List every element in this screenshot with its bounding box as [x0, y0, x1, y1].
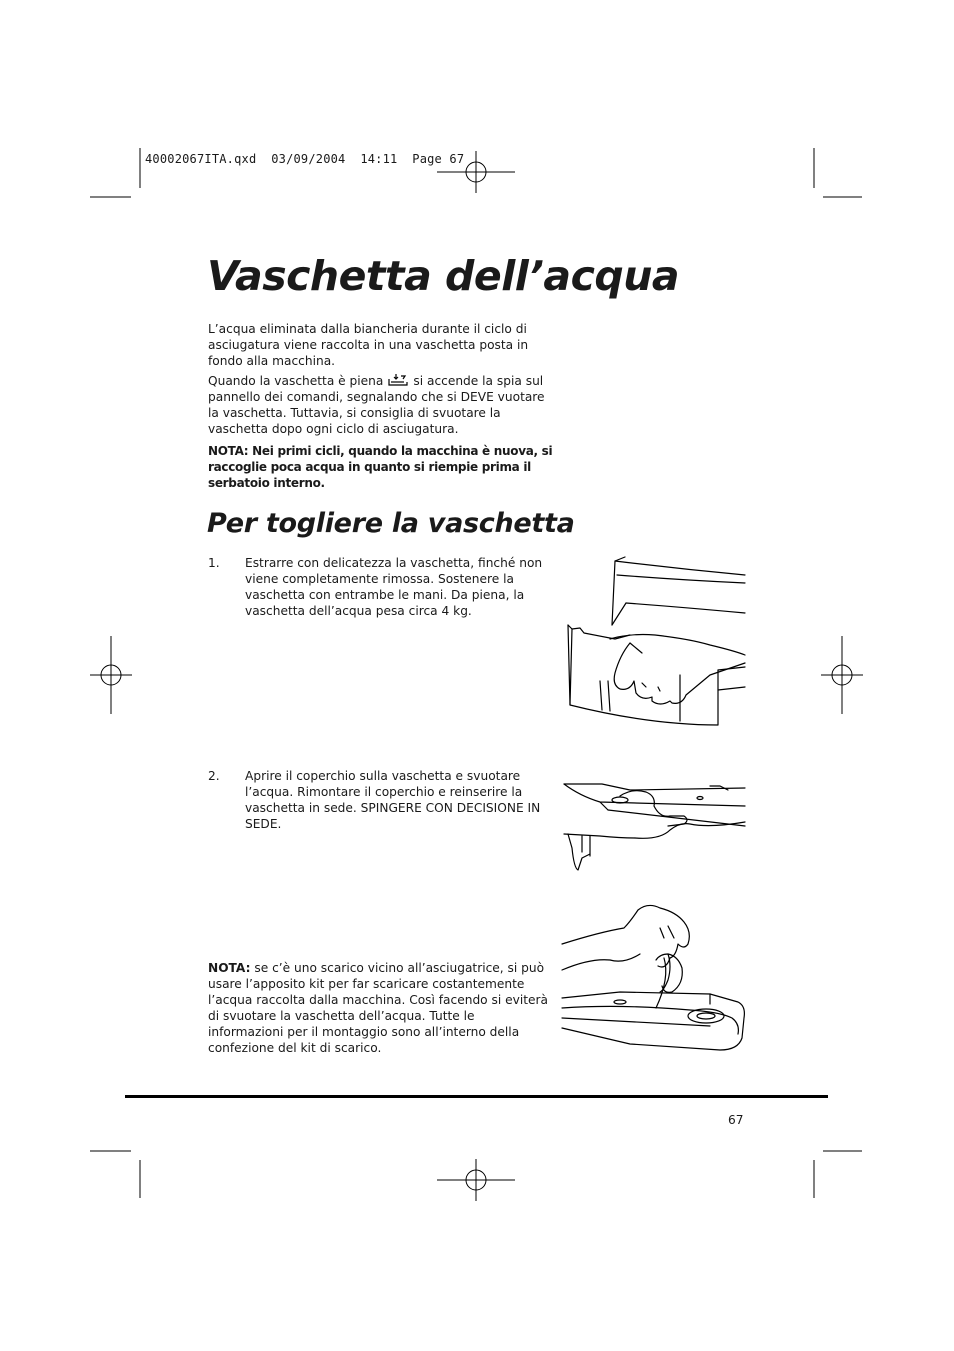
registration-mark-top [437, 133, 517, 213]
registration-mark-left [72, 636, 152, 716]
note-drain-kit [208, 960, 553, 1056]
p2-emphasis: DEVE [460, 390, 494, 404]
note-drain-label: NOTA: [208, 961, 251, 975]
intro-paragraph-2 [208, 373, 553, 437]
step-2-number: 2. [208, 769, 220, 783]
p2-end: vuotare la vaschetta. Tuttavia, si consiglia di svuotare la vaschetta dopo ogni ciclo di asciugatura. [208, 390, 545, 436]
section-title: Per togliere la vaschetta [207, 508, 575, 539]
print-slug: 40002067ITA.qxd 03/09/2004 14:11 Page 67 [145, 152, 465, 166]
step-1-number: 1. [208, 556, 220, 570]
registration-mark-bottom [437, 1141, 517, 1221]
p2-before-icon: Quando la vaschetta è piena [208, 374, 384, 388]
registration-mark-right [803, 636, 883, 716]
step-1-text: Estrarre con delicatezza la vaschetta, finché non viene completamente rimossa. Sostenere la vaschetta con entrambe le mani. Da piena, la vaschetta dell’acqua pesa circa 4 kg. [245, 556, 543, 618]
note-new-machine: NOTA: Nei primi cicli, quando la macchina è nuova, si raccoglie poca acqua in quanto si riempie prima il serbatoio interno. [208, 444, 553, 490]
intro-paragraph-1: L’acqua eliminata dalla biancheria durante il ciclo di asciugatura viene raccolta in una vaschetta posta in fondo alla macchina. [208, 322, 529, 368]
p2-after-icon: si accende la spia sul pannello dei comandi, segnalando che si [208, 374, 544, 404]
illustration-remove-tank [560, 555, 750, 735]
note-drain-text: se c’è uno scarico vicino all’asciugatrice, si può usare l’apposito kit per far scaricare costantemente l’acqua raccolta dalla macchina. Così facendo si eviterà di svuotare la vaschetta dell’acqua. Tutte le informazioni per il montaggio sono all’interno della confezione del kit di scarico. [208, 961, 548, 1055]
page-number: 67 [728, 1113, 744, 1127]
illustration-drain-kit [560, 898, 750, 1073]
footer-rule [125, 1095, 828, 1098]
illustration-empty-tank [560, 778, 750, 878]
page-title: Vaschetta dell’acqua [207, 252, 680, 300]
step-2-text: Aprire il coperchio sulla vaschetta e svuotare l’acqua. Rimontare il coperchio e reinserire la vaschetta in sede. SPINGERE CON DECISIONE IN SEDE. [245, 769, 541, 831]
tank-full-icon [387, 373, 409, 387]
